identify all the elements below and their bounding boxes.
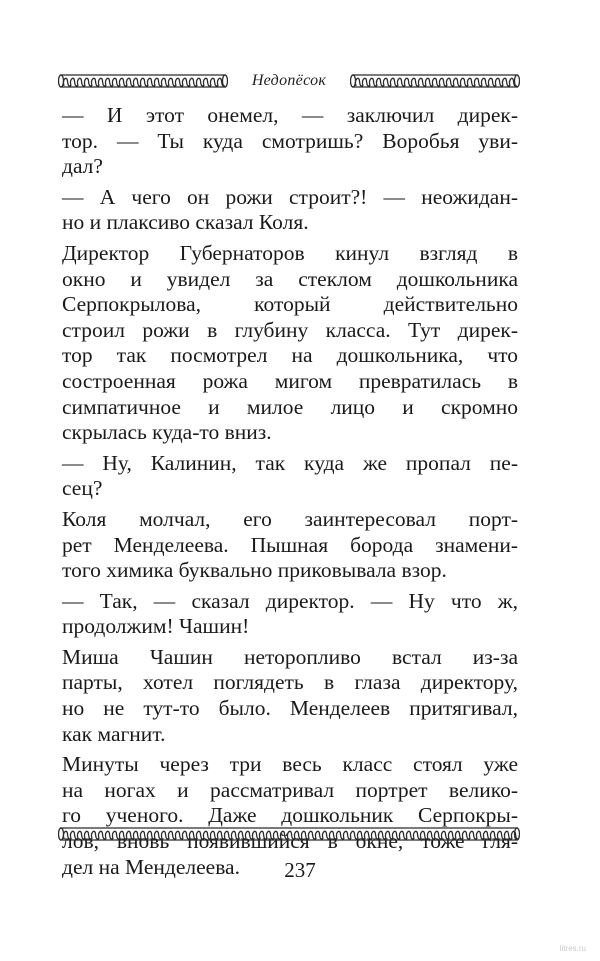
header-ornament-right (350, 73, 520, 89)
page-number: 237 (284, 858, 316, 882)
text-line: — Так, — сказал директор. — Ну что ж, (62, 588, 518, 613)
text-line: как магнит. (62, 721, 166, 746)
text-line: состроенная рожа мигом превратилась в (62, 368, 518, 393)
text-line: го ученого. Даже дошкольник Серпокры- (62, 803, 518, 828)
text-line: тор. — Ты куда смотришь? Воробья уви- (62, 128, 518, 153)
text-line: симпатичное и милое лицо и скромно (62, 394, 518, 419)
text-line: но и плаксиво сказал Коля. (62, 210, 309, 235)
text-line: но не тут-то было. Менделеев притягивал, (62, 696, 518, 721)
text-line: — Ну, Калинин, так куда же пропал пе- (62, 450, 518, 475)
paragraph (62, 507, 518, 584)
text-line: — А чего он рожи строит?! — неожидан- (62, 184, 518, 209)
text-line: продолжим! Чашин! (62, 614, 250, 639)
paragraph (62, 451, 518, 502)
paragraph (62, 645, 518, 747)
text-line: Минуты через три весь класс стоял уже (62, 752, 518, 777)
header-ornament-left (58, 73, 228, 89)
text-line: скрылась куда-то вниз. (62, 420, 272, 445)
text-line: — И этот онемел, — заключил дирек- (62, 103, 518, 127)
text-line: Коля молчал, его заинтересовал порт- (62, 506, 518, 531)
paragraph (62, 103, 518, 180)
text-line: Миша Чашин неторопливо встал из-за (62, 644, 518, 669)
text-line: тор так посмотрел на дошкольника, что (62, 343, 518, 368)
text-line: строил рожи в глубину класса. Тут дирек- (62, 317, 518, 342)
footer-ornament (58, 826, 520, 842)
text-line: окно и увидел за стеклом дошкольника (62, 266, 518, 291)
text-line: лов, вновь появившийся в окне, тоже гля- (62, 829, 518, 854)
paragraph (62, 185, 518, 236)
text-line: Директор Губернаторов кинул взгляд в (62, 240, 518, 265)
text-line: на ногах и рассматривал портрет велико- (62, 777, 518, 802)
body-text (62, 103, 518, 880)
source-watermark: litres.ru (559, 944, 586, 953)
text-line: сец? (62, 476, 103, 501)
paragraph (62, 241, 518, 446)
text-line: Серпокрылова, который действительно (62, 292, 518, 317)
running-head-title: Недопёсок (251, 72, 327, 89)
paragraph (62, 589, 518, 640)
text-line: дал? (62, 154, 103, 179)
text-line: дел на Менделеева. (62, 854, 240, 879)
text-line: рет Менделеева. Пышная борода знамени- (62, 532, 518, 557)
text-line: парты, хотел поглядеть в глаза директору, (62, 670, 518, 695)
running-header (58, 68, 520, 94)
text-line: того химика буквально приковывала взор. (62, 558, 447, 583)
